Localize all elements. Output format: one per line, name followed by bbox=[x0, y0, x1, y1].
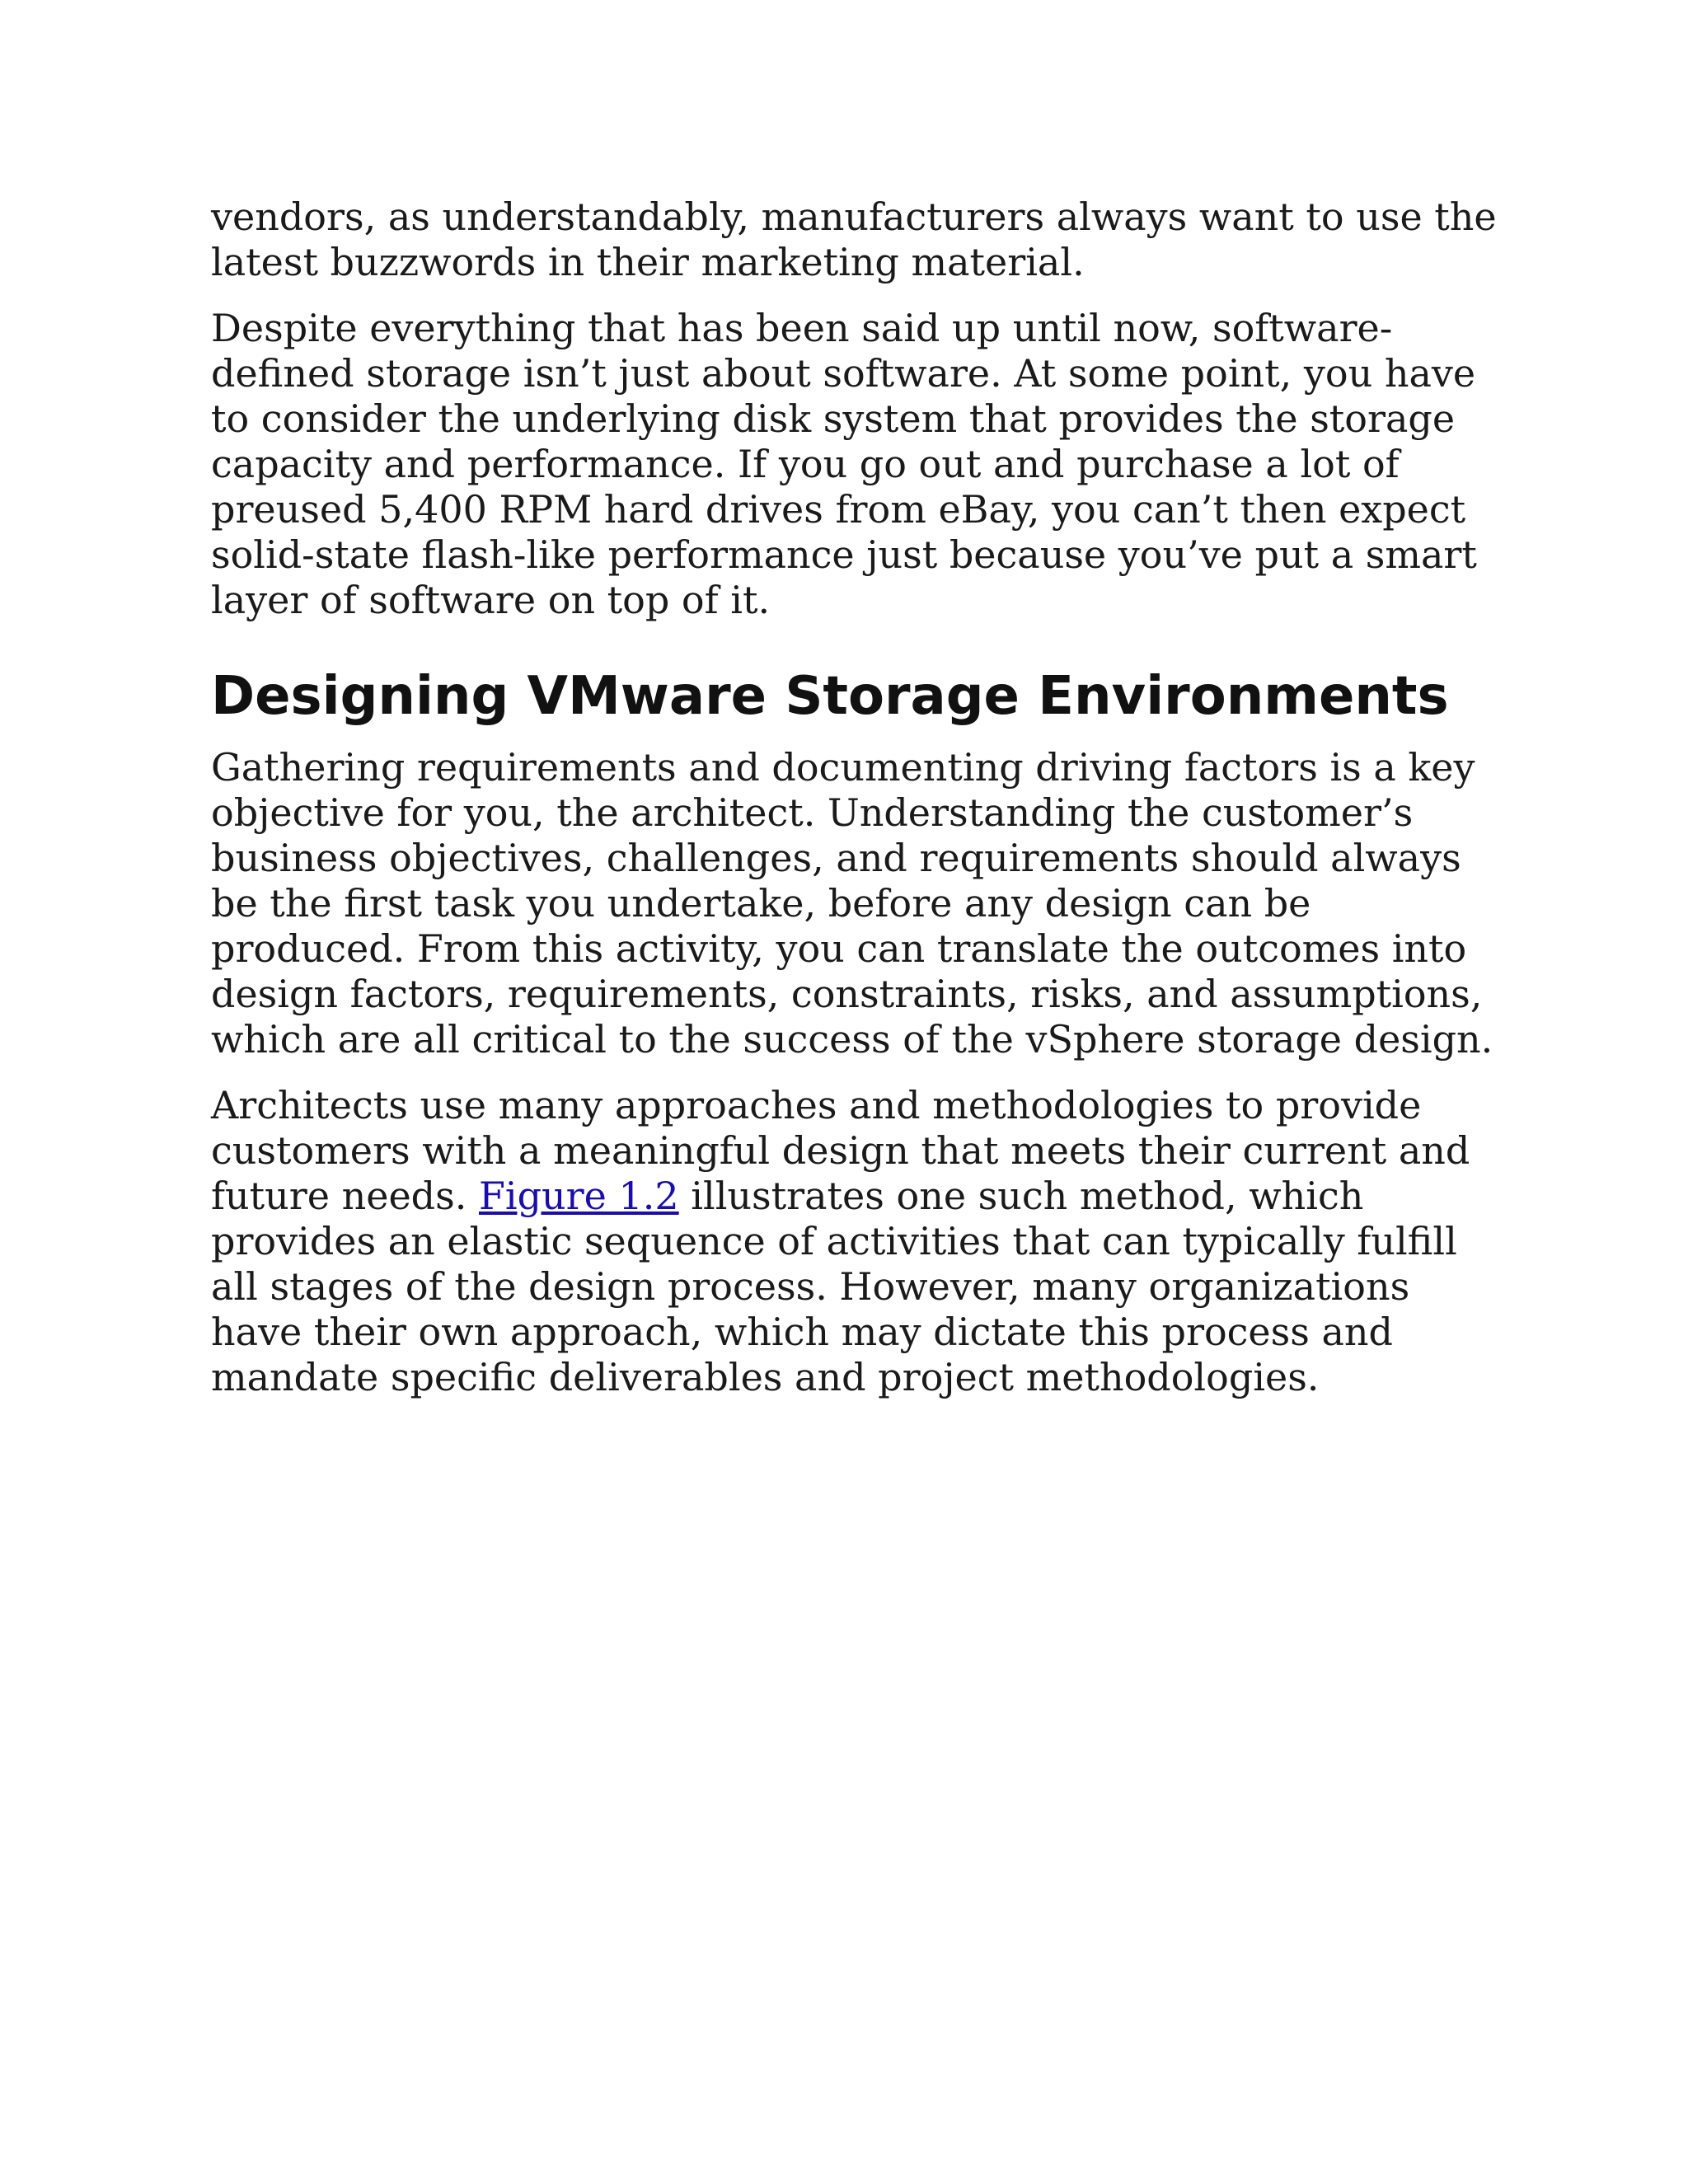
paragraph-vendors: vendors, as understandably, manufacturers always want to use the latest buzzwords in their marketing material. bbox=[211, 194, 1497, 284]
section-heading: Designing VMware Storage Environments bbox=[211, 666, 1449, 727]
paragraph-text-after-link: illustrates one such method, which provides an elastic sequence of activities that can typically fulfill all stages of the design process. However, many organizations have their own approach, which may dictate this process and mandate specific deliverables and project methodologies. bbox=[211, 1174, 1457, 1399]
document-page bbox=[211, 194, 1497, 1421]
paragraph-architects-approaches bbox=[211, 1083, 1497, 1400]
figure-1-2-link[interactable]: Figure 1.2 bbox=[478, 1174, 679, 1218]
paragraph-gathering-requirements: Gathering requirements and documenting driving factors is a key objective for you, the architect. Understanding the customer’s business objectives, challenges, and requirements should always be the first task you undertake, before any design can be produced. From this activity, you can translate the outcomes into design factors, requirements, constraints, risks, and assumptions, which are all critical to the success of the vSphere storage design. bbox=[211, 745, 1493, 1062]
paragraph-software-defined-storage: Despite everything that has been said up until now, software-defined storage isn’t just about software. At some point, you have to consider the underlying disk system that provides the storage capacity and performance. If you go out and purchase a lot of preused 5,400 RPM hard drives from eBay, you can’t then expect solid-state flash-like performance just because you’ve put a smart layer of software on top of it. bbox=[211, 306, 1477, 622]
paragraph-text-before-link: Architects use many approaches and methodologies to provide customers with a meaningful design that meets their current and future needs. bbox=[211, 1083, 1470, 1218]
